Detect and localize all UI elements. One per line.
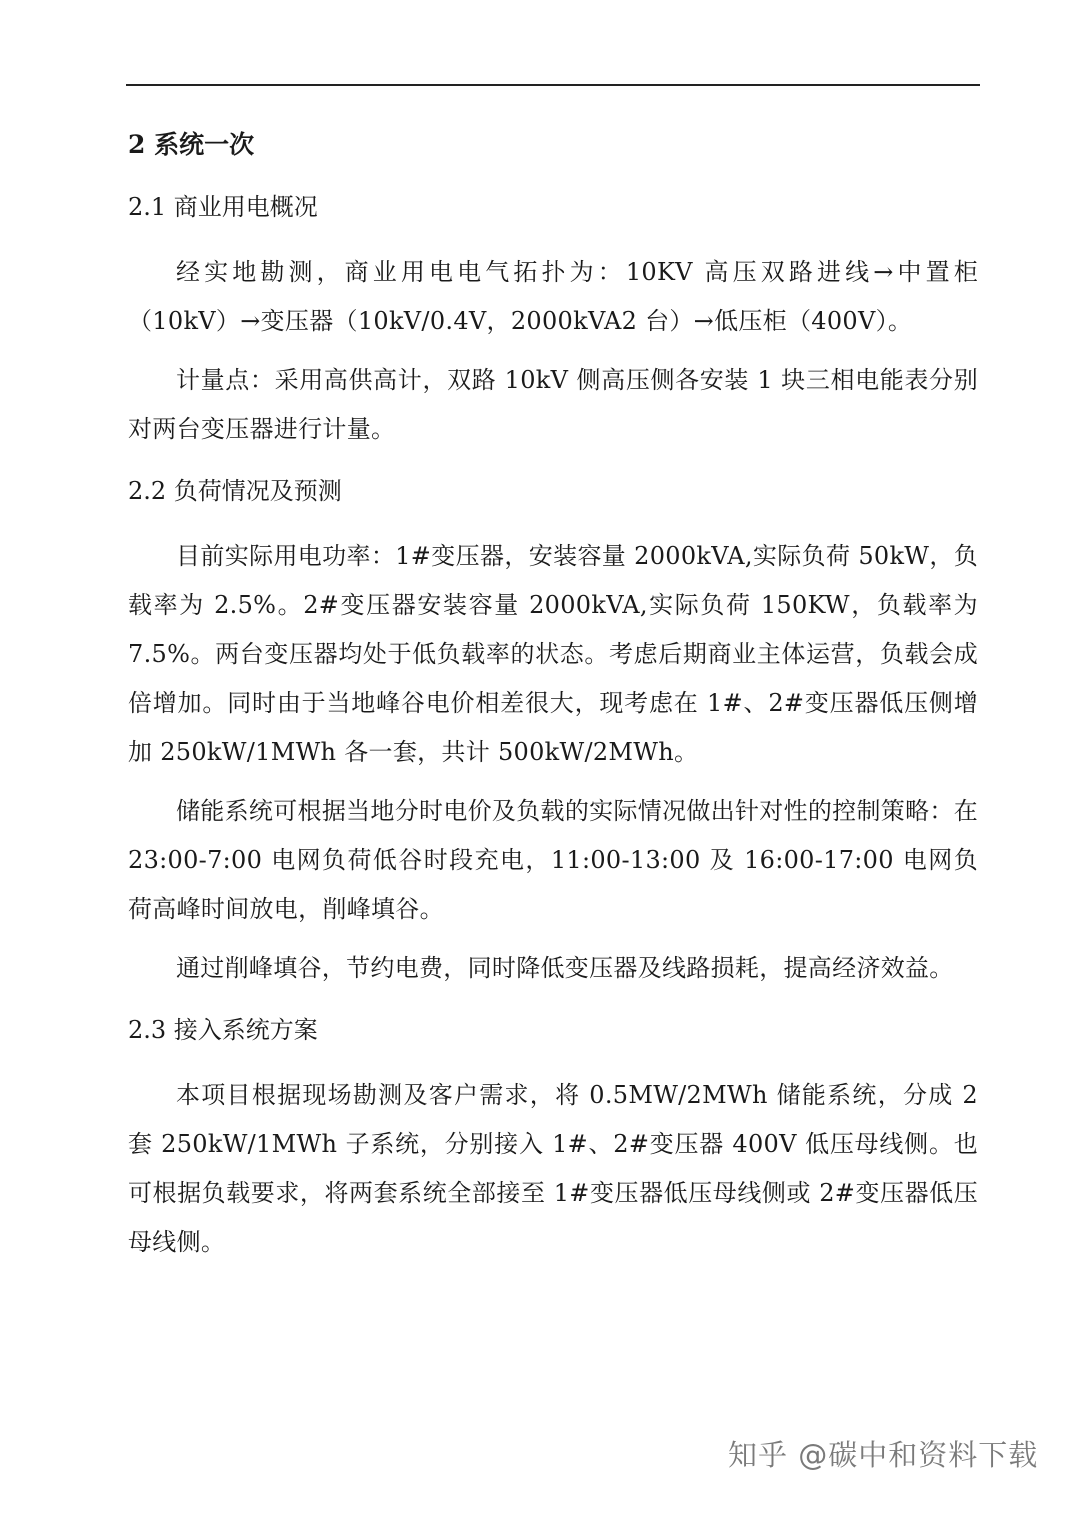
paragraph-benefit: 通过削峰填谷，节约电费，同时降低变压器及线路损耗，提高经济效益。 — [176, 954, 954, 982]
section-title: 2 系统一次 — [128, 130, 255, 159]
paragraph-topology: 经实地勘测，商业用电电气拓扑为：10KV 高压双路进线→中置柜（10kV）→变压器（10kV/0.4V，2000kVA2 台）→低压柜（400V）。 — [128, 258, 978, 335]
subsection-heading-2-2: 2.2 负荷情况及预测 — [128, 477, 342, 505]
paragraph-load-status: 目前实际用电功率：1#变压器，安装容量 2000kVA,实际负荷 50kW，负载率为 2.5%。2#变压器安装容量 2000kVA,实际负荷 150KW，负载率为 7.5%。两台变压器均处于低负载率的状态。考虑后期商业主体运营，负载会成倍增加。同时由于当地峰谷电价相差很大，现考虑在 1#、2#变压器低压侧增加 250kW/1MWh 各一套，共计 500kW/2MWh。 — [128, 542, 978, 766]
header-rule — [126, 84, 980, 86]
subsection-heading-2-3: 2.3 接入系统方案 — [128, 1016, 318, 1044]
watermark-text: 知乎 @碳中和资料下载 — [728, 1438, 1039, 1472]
paragraph-control-strategy: 储能系统可根据当地分时电价及负载的实际情况做出针对性的控制策略：在 23:00-7:00 电网负荷低谷时段充电，11:00-13:00 及 16:00-17:00 电网负荷高峰时间放电，削峰填谷。 — [128, 797, 978, 923]
paragraph-metering: 计量点：采用高供高计，双路 10kV 侧高压侧各安装 1 块三相电能表分别对两台变压器进行计量。 — [128, 366, 978, 443]
paragraph-access-plan: 本项目根据现场勘测及客户需求，将 0.5MW/2MWh 储能系统，分成 2 套 250kW/1MWh 子系统，分别接入 1#、2#变压器 400V 低压母线侧。也可根据负载要求，将两套系统全部接至 1#变压器低压母线侧或 2#变压器低压母线侧。 — [128, 1081, 978, 1256]
subsection-heading-2-1: 2.1 商业用电概况 — [128, 193, 318, 221]
document-body — [128, 130, 978, 1277]
